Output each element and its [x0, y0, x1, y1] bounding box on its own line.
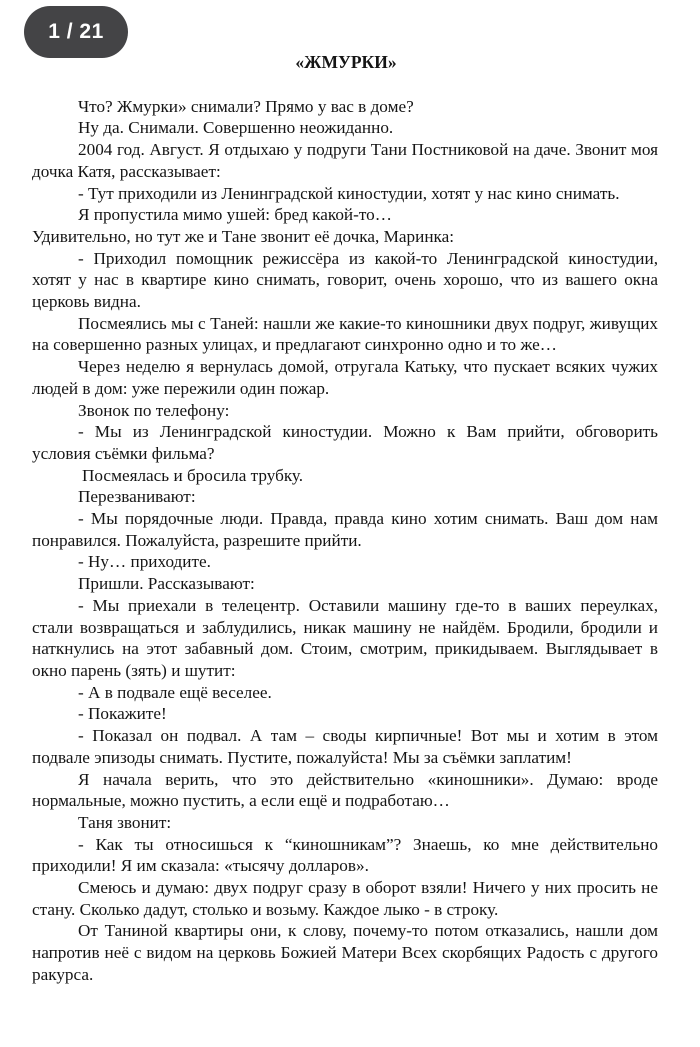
paragraph: Я пропустила мимо ушей: бред какой-то…: [78, 205, 392, 225]
paragraph: - Мы из Ленинградской киностудии. Можно к Вам прийти, обговорить условия съёмки фильма?: [32, 422, 658, 463]
paragraph: Перезванивают:: [78, 487, 196, 507]
paragraph: - Мы приехали в телецентр. Оставили машину где-то в ваших переулках, стали возвращаться и заблудились, никак машину не найдём. Бродили, бродили и наткнулись на этот забавный дом. Стоим, смотрим, прикидываем. Выглядывает в окно парень (зять) и шутит:: [32, 595, 658, 680]
paragraph: Смеюсь и думаю: двух подруг сразу в оборот взяли! Ничего у них просить не стану. Сколько дадут, столько и возьму. Каждое лыко - в строку.: [32, 878, 658, 919]
page-indicator-badge[interactable]: 1 / 21: [24, 6, 128, 58]
paragraph: - Как ты относишься к “киношникам”? Знаешь, ко мне действительно приходили! Я им сказала: «тысячу долларов».: [32, 834, 658, 876]
document-page: [32, 52, 658, 986]
paragraph: Таня звонит:: [78, 812, 172, 832]
paragraph: От Таниной квартиры они, к слову, почему-то потом отказались, нашли дом напротив неё с видом на церковь Божией Матери Всех скорбящих Радость с другого ракурса.: [32, 921, 658, 984]
paragraph: Пришли. Рассказывают:: [78, 574, 255, 594]
paragraph: 2004 год. Август. Я отдыхаю у подруги Тани Постниковой на даче. Звонит моя дочка Катя, рассказывает:: [32, 140, 658, 181]
paragraph: Удивительно, но тут же и Тане звонит её дочка, Маринка:: [32, 226, 455, 246]
paragraph: - Мы порядочные люди. Правда, правда кино хотим снимать. Ваш дом нам понравился. Пожалуйста, разрешите прийти.: [32, 509, 658, 550]
paragraph: Посмеялись мы с Таней: нашли же какие-то киношники двух подруг, живущих на совершенно разных улицах, и предлагают синхронно одно и то же…: [32, 313, 658, 355]
paragraph: - А в подвале ещё веселее.: [78, 682, 272, 702]
paragraph: Ну да. Снимали. Совершенно неожиданно.: [78, 118, 394, 138]
paragraph: - Ну… приходите.: [78, 552, 211, 572]
paragraph: - Показал он подвал. А там – своды кирпичные! Вот мы и хотим в этом подвале эпизоды снимать. Пустите, пожалуйста! Мы за съёмки заплатим!: [32, 726, 658, 767]
document-title: «ЖМУРКИ»: [295, 52, 397, 72]
paragraph: Через неделю я вернулась домой, отругала Катьку, что пускает всяких чужих людей в дом: уже пережили один пожар.: [32, 357, 658, 398]
paragraph: - Тут приходили из Ленинградской киностудии, хотят у нас кино снимать.: [78, 183, 620, 203]
paragraph: Звонок по телефону:: [78, 400, 230, 420]
paragraph: Я начала верить, что это действительно «киношники». Думаю: вроде нормальные, можно пустить, а если ещё и подработаю…: [32, 769, 658, 811]
paragraph: - Приходил помощник режиссёра из какой-то Ленинградской киностудии, хотят у нас в квартире кино снимать, говорит, очень хорошо, что из вашего окна церковь видна.: [32, 248, 658, 312]
paragraph: Что? Жмурки» снимали? Прямо у вас в доме?: [78, 96, 414, 116]
paragraph: Посмеялась и бросила трубку.: [82, 465, 304, 485]
paragraph: - Покажите!: [78, 704, 167, 724]
